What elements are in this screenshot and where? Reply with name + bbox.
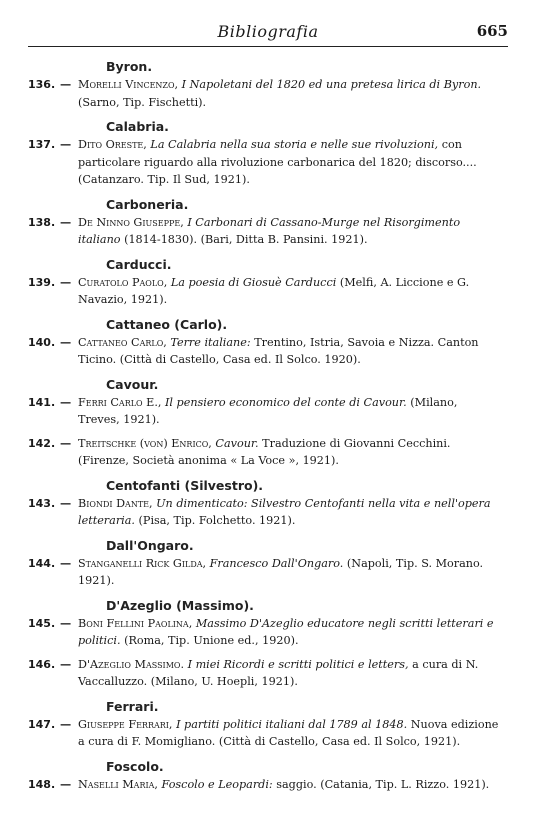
- entry-number: 142.: [28, 436, 56, 450]
- entry-publication: (Pisa, Tip. Folchetto. 1921).: [138, 514, 296, 527]
- entry-publication: Nuova edizione a cura di F. Momigliano. (Città di Castello, Casa ed. Il Solco, 1921).: [78, 717, 499, 748]
- bibliography-section: [28, 757, 502, 794]
- entry-author: Stanganelli Rick Gilda,: [78, 556, 207, 570]
- bibliography-section: [28, 117, 502, 189]
- entry-publication: (Milano, Treves, 1921).: [78, 395, 458, 426]
- entry-dash: —: [60, 495, 72, 510]
- bibliography-entry: [28, 555, 502, 590]
- entry-publication: (Sarno, Tip. Fischetti).: [78, 95, 207, 109]
- entry-author: De Ninno Giuseppe,: [78, 215, 184, 229]
- running-title: Bibliografia: [217, 22, 319, 41]
- entry-dash: —: [60, 435, 72, 450]
- entry-dash: —: [60, 656, 72, 671]
- section-title: D'Azeglio (Massimo).: [106, 597, 254, 613]
- section-title: Foscolo.: [106, 758, 164, 774]
- section-title: Dall'Ongaro.: [106, 537, 194, 553]
- entry-author: Treitschke (von) Enrico,: [78, 436, 212, 450]
- entry-dash: —: [60, 274, 72, 289]
- section-title: Carducci.: [106, 256, 172, 272]
- section-title: Centofanti (Silvestro).: [106, 477, 264, 493]
- bibliography-entry: [28, 334, 502, 369]
- entry-title: I partiti politici italiani dal 1789 al 1848.: [176, 717, 408, 731]
- entry-author: D'Azeglio Massimo.: [78, 657, 185, 671]
- bibliography-entry: [28, 214, 502, 249]
- entry-author: Naselli Maria,: [78, 777, 158, 791]
- entry-title: La Calabria nella sua storia e nelle sue rivoluzioni,: [150, 138, 439, 151]
- entry-publication: con particolare riguardo alla rivoluzione carbonarica del 1820; discorso.... (Catanzaro. Tip. Il Sud, 1921).: [78, 138, 477, 186]
- entry-publication: saggio. (Catania, Tip. L. Rizzo. 1921).: [276, 777, 490, 791]
- bibliography-section: [28, 697, 502, 751]
- entry-publication: Traduzione di Giovanni Cecchini. (Firenze, Società anonima « La Voce », 1921).: [78, 436, 451, 467]
- section-title: Cavour.: [106, 376, 159, 392]
- entry-author: Boni Fellini Paolina,: [78, 616, 193, 630]
- entry-dash: —: [60, 555, 72, 570]
- entry-title: Massimo D'Azeglio educatore negli scritti letterari e politici.: [78, 616, 494, 647]
- entry-title: Cavour.: [215, 436, 259, 450]
- entry-title: Un dimenticato: Silvestro Centofanti nella vita e nell'opera letteraria.: [78, 496, 491, 527]
- entry-title: I Napoletani del 1820 ed una pretesa lirica di Byron.: [181, 78, 482, 91]
- bibliography-entry: [28, 656, 502, 691]
- entry-publication: a cura di N. Vaccalluzzo. (Milano, U. Hoepli, 1921).: [78, 657, 479, 688]
- entry-number: 145.: [28, 616, 56, 630]
- entry-number: 139.: [28, 275, 56, 289]
- entry-publication: (1814-1830). (Bari, Ditta B. Pansini. 1921).: [124, 233, 368, 246]
- entry-author: Curatolo Paolo,: [78, 275, 168, 289]
- entry-publication: (Melfi, A. Liccione e G. Navazio, 1921).: [78, 275, 470, 306]
- section-title: Calabria.: [106, 119, 169, 134]
- bibliography-entry: [28, 495, 502, 530]
- bibliography-section: [28, 476, 502, 530]
- bibliography-entry: [28, 776, 502, 794]
- bibliography-entry: [28, 274, 502, 309]
- entry-number: 138.: [28, 215, 56, 229]
- bibliography-section: [28, 255, 502, 309]
- section-title: Ferrari.: [106, 698, 159, 714]
- page-number: 665: [476, 22, 508, 40]
- entry-dash: —: [60, 77, 72, 91]
- bibliography-entry: [28, 615, 502, 650]
- bibliography-entry: [28, 76, 502, 111]
- section-title: Cattaneo (Carlo).: [106, 316, 228, 332]
- entry-dash: —: [60, 716, 72, 731]
- entry-publication: Trentino, Istria, Savoia e Nizza. Canton Ticino. (Città di Castello, Casa ed. Il Solco. 1920).: [78, 335, 479, 366]
- bibliography-entry: [28, 394, 502, 429]
- entry-number: 141.: [28, 395, 56, 409]
- entry-number: 148.: [28, 777, 56, 791]
- entry-publication: (Napoli, Tip. S. Morano. 1921).: [78, 556, 484, 587]
- bibliography-section: [28, 315, 502, 369]
- entry-title: La poesia di Giosuè Carducci: [170, 275, 337, 289]
- bibliography-section: [28, 536, 502, 590]
- entry-author: Giuseppe Ferrari,: [78, 717, 173, 731]
- bibliography-entry: [28, 435, 502, 470]
- entry-title: Terre italiane:: [170, 335, 251, 349]
- entry-title: Francesco Dall'Ongaro.: [209, 556, 344, 570]
- entry-title: Il pensiero economico del conte di Cavour.: [165, 395, 407, 409]
- entry-dash: —: [60, 137, 72, 151]
- section-title: Carboneria.: [106, 196, 189, 212]
- entry-number: 147.: [28, 717, 56, 731]
- entry-number: 144.: [28, 556, 56, 570]
- entry-number: 137.: [28, 138, 56, 151]
- entry-number: 140.: [28, 335, 56, 349]
- section-title: Byron.: [106, 59, 153, 74]
- bibliography-list: [28, 57, 502, 799]
- bibliography-section: [28, 57, 502, 111]
- bibliography-section: [28, 375, 502, 470]
- entry-dash: —: [60, 394, 72, 409]
- entry-number: 143.: [28, 496, 56, 510]
- entry-author: Biondi Dante,: [78, 496, 153, 510]
- entry-title: Foscolo e Leopardi:: [161, 777, 273, 791]
- entry-author: Cattaneo Carlo,: [78, 335, 167, 349]
- entry-title: I miei Ricordi e scritti politici e letters,: [187, 657, 409, 671]
- entry-dash: —: [60, 615, 72, 630]
- entry-title: I Carbonari di Cassano-Murge nel Risorgimento italiano: [78, 215, 461, 246]
- entry-author: Morelli Vincenzo,: [78, 78, 179, 91]
- entry-author: Dito Oreste,: [78, 138, 147, 151]
- bibliography-section: [28, 596, 502, 691]
- entry-dash: —: [60, 334, 72, 349]
- bibliography-entry: [28, 716, 502, 751]
- entry-dash: —: [60, 776, 72, 791]
- entry-author: Ferri Carlo E.,: [78, 395, 162, 409]
- entry-publication: (Roma, Tip. Unione ed., 1920).: [124, 634, 299, 647]
- entry-number: 136.: [28, 78, 56, 91]
- entry-dash: —: [60, 214, 72, 229]
- entry-number: 146.: [28, 657, 56, 671]
- page-header: [28, 16, 508, 47]
- bibliography-entry: [28, 136, 502, 189]
- bibliography-section: [28, 195, 502, 249]
